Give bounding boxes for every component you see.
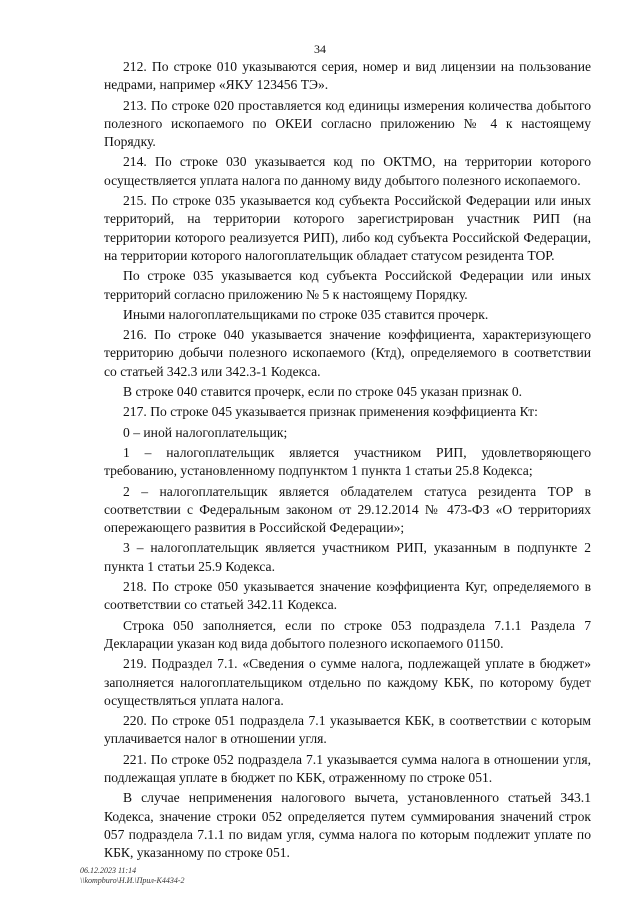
paragraph-215: 215. По строке 035 указывается код субъекта Российской Федерации или иных территорий, на территории которого зарегистрирован участник РИП (на территории которого реализуется РИП), либо код субъекта Российской Федерации, на территории которого налогоплательщик обладает статусом резидента ТОР. [104, 193, 591, 263]
paragraph-216-dash: В строке 040 ставится прочерк, если по строке 045 указан признак 0. [123, 384, 523, 400]
paragraph-217: 217. По строке 045 указывается признак применения коэффициента Кт: [123, 404, 538, 420]
footer-file-path: \\kompburo\Н.И.\Прил-К4434-2 [80, 876, 185, 885]
paragraph-216: 216. По строке 040 указывается значение коэффициента, характеризующего территорию добычи полезного ископаемого (Ктд), определяемого в соответствии со статьей 342.3 или 342.3-1 Кодекса. [104, 327, 591, 379]
paragraph-217-item-1: 1 – налогоплательщик является участником РИП, удовлетворяющего требованию, установленному подпунктом 1 пункта 1 статьи 25.8 Кодекса; [104, 444, 591, 479]
paragraph-220: 220. По строке 051 подраздела 7.1 указывается КБК, в соответствии с которым уплачивается налог в отношении угля. [104, 713, 591, 747]
paragraph-217-item-0: 0 – иной налогоплательщик; [123, 424, 288, 440]
paragraph-214: 214. По строке 030 указывается код по ОКТМО, на территории которого осуществляется уплата налога по данному виду добытого полезного ископаемого. [104, 154, 591, 188]
paragraph-213: 213. По строке 020 проставляется код единицы измерения количества добытого полезного ископаемого по ОКЕИ согласно приложению № 4 к настоящему Порядку. [104, 97, 591, 150]
paragraph-212: 212. По строке 010 указываются серия, номер и вид лицензии на пользование недрами, например «ЯКУ 123456 ТЭ». [104, 59, 591, 93]
paragraph-217-item-3: 3 – налогоплательщик является участником РИП, указанным в подпункте 2 пункта 1 статьи 25.9 Кодекса. [104, 540, 591, 574]
page-number: 34 [314, 42, 326, 56]
paragraph-215-dash: Иными налогоплательщиками по строке 035 ставится прочерк. [123, 306, 489, 322]
paragraph-221: 221. По строке 052 подраздела 7.1 указывается сумма налога в отношении угля, подлежащая уплате в бюджет по КБК, отраженному по строке 051. [104, 751, 591, 785]
document-body [104, 58, 591, 864]
paragraph-215-codes: По строке 035 указывается код субъекта Российской Федерации или иных территорий согласно приложению № 5 к настоящему Порядку. [104, 268, 591, 302]
paragraph-217-item-2: 2 – налогоплательщик является обладателем статуса резидента ТОР в соответствии с Федеральным законом от 29.12.2014 № 473-ФЗ «О территориях опережающего развития в Российской Федерации»; [104, 483, 591, 536]
document-footer [80, 866, 185, 886]
footer-timestamp: 06.12.2023 11:14 [80, 866, 137, 875]
paragraph-221-case: В случае неприменения налогового вычета, установленного статьей 343.1 Кодекса, значение строки 052 определяется путем суммирования значений строк 057 подраздела 7.1.1 по видам угля, сумма налога по которым подлежит уплате по КБК, указанному по строке 051. [104, 790, 591, 861]
paragraph-219: 219. Подраздел 7.1. «Сведения о сумме налога, подлежащей уплате в бюджет» заполняется налогоплательщиком отдельно по каждому КБК, по которому будет осуществляться уплата налога. [104, 656, 591, 708]
paragraph-218: 218. По строке 050 указывается значение коэффициента Куг, определяемого в соответствии со статьей 342.11 Кодекса. [104, 579, 591, 613]
paragraph-218-condition: Строка 050 заполняется, если по строке 053 подраздела 7.1.1 Раздела 7 Декларации указан код вида добытого полезного ископаемого 01150. [104, 617, 591, 651]
